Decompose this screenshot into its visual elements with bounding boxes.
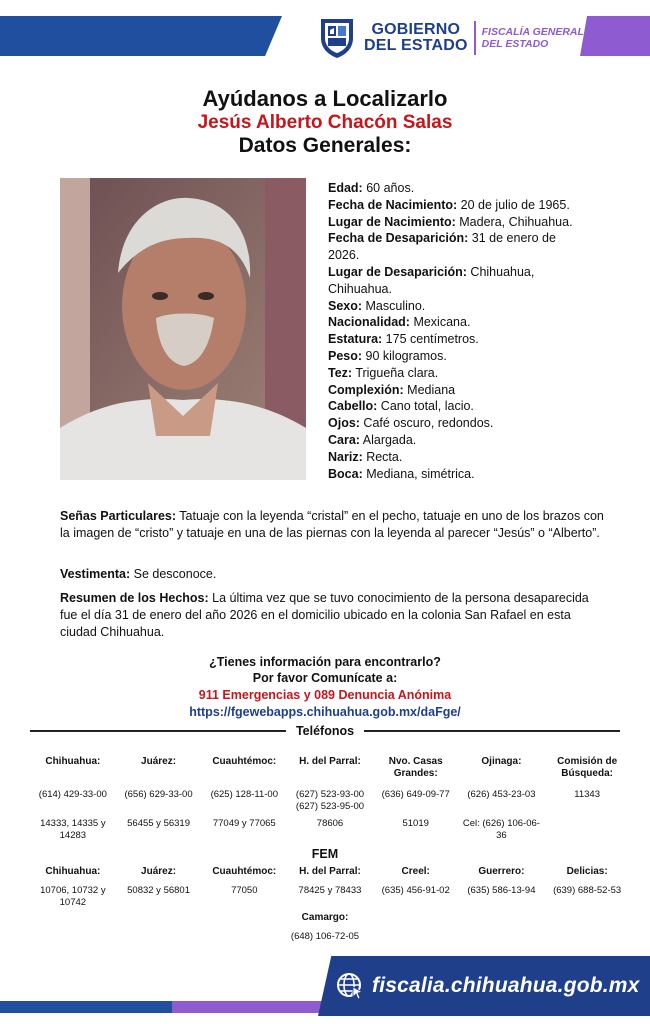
fem-number: 78425 y 78433 xyxy=(298,885,362,896)
detail-hair xyxy=(328,398,590,415)
detail-nationality xyxy=(328,314,590,331)
emergency-numbers: 911 Emergencias y 089 Denuncia Anónima xyxy=(198,688,452,702)
detail-label: Estatura: xyxy=(328,332,383,347)
detail-nose xyxy=(328,449,590,466)
detail-value: Chihuahua, Chihuahua. xyxy=(328,264,535,296)
phones-column-header: Ojinaga: xyxy=(481,756,522,767)
camargo-number: (648) 106-72-05 xyxy=(290,931,360,942)
detail-value: Mexicana. xyxy=(409,315,471,330)
section-subtitle: Datos Generales: xyxy=(238,134,412,157)
fem-number: (639) 688-52-53 xyxy=(553,885,622,896)
fem-columns xyxy=(30,866,630,878)
footer-website[interactable] xyxy=(336,972,640,1000)
phones-heading-label: Teléfonos xyxy=(295,724,355,738)
detail-value: Mediana, simétrica. xyxy=(362,466,475,481)
detail-label: Cara: xyxy=(328,432,360,447)
fem-column-header: Guerrero: xyxy=(478,866,525,877)
fem-number: (635) 456-91-02 xyxy=(381,885,450,896)
detail-label: Edad: xyxy=(328,181,363,195)
fem-row xyxy=(30,885,630,909)
phone-number: (625) 128-11-00 xyxy=(210,789,278,800)
detail-value: Recta. xyxy=(362,449,403,464)
gov-line-2: DEL ESTADO xyxy=(364,37,468,54)
fem-column-header: Creel: xyxy=(401,866,430,877)
clothing-text: Se desconoce. xyxy=(130,567,217,581)
divider-line xyxy=(364,730,620,732)
detail-value: Mediana xyxy=(403,382,456,397)
detail-label: Tez: xyxy=(328,365,353,380)
detail-value: 175 centímetros. xyxy=(382,332,479,347)
detail-build xyxy=(328,382,590,399)
detail-label: Fecha de Nacimiento: xyxy=(328,197,458,212)
detail-label: Peso: xyxy=(328,348,363,363)
detail-label: Boca: xyxy=(328,466,363,481)
phones-heading xyxy=(30,724,620,738)
phones-columns xyxy=(30,756,630,780)
detail-weight xyxy=(328,348,590,365)
fem-column-header: Juárez: xyxy=(141,866,177,877)
phones-column-header: Chihuahua: xyxy=(45,756,101,767)
phone-number: (656) 629-33-00 xyxy=(124,789,193,800)
fem-column-header: Cuauhtémoc: xyxy=(212,866,277,877)
report-link[interactable]: https://fgewebapps.chihuahua.gob.mx/daFge/ xyxy=(189,705,461,719)
detail-value: Masculino. xyxy=(362,298,426,313)
detail-value: Madera, Chihuahua. xyxy=(455,214,573,229)
phones-column-header: H. del Parral: xyxy=(299,756,361,767)
fem-number: (635) 586-13-94 xyxy=(467,885,536,896)
phones-row xyxy=(30,818,630,842)
marks-label: Señas Particulares: xyxy=(60,509,177,523)
detail-face xyxy=(328,432,590,449)
page-title: Ayúdanos a Localizarlo xyxy=(202,86,448,111)
detail-label: Fecha de Desaparición: xyxy=(328,231,469,246)
phone-number: 11343 xyxy=(574,789,600,800)
marks-text: Tatuaje con la leyenda “cristal” en el pecho, tatuaje en uno de los brazos con la imagen de “cristo” y tatuaje en una de las piernas con la leyenda al parecer “Jesús” o “Alberto”. xyxy=(60,509,604,540)
detail-label: Ojos: xyxy=(328,416,360,431)
detail-label: Complexión: xyxy=(328,382,404,397)
government-logo xyxy=(318,18,584,58)
detail-label: Nariz: xyxy=(328,449,363,464)
globe-cursor-icon xyxy=(336,972,364,1000)
detail-complexion-tone xyxy=(328,365,590,382)
phone-extension: 77049 y 77065 xyxy=(212,818,276,829)
government-wordmark xyxy=(364,22,468,54)
phone-number: (636) 649-09-77 xyxy=(381,789,450,800)
person-photo xyxy=(60,178,306,480)
general-data-list xyxy=(328,180,590,482)
detail-eyes xyxy=(328,415,590,432)
detail-label: Cabello: xyxy=(328,399,378,414)
detail-value: Café oscuro, redondos. xyxy=(359,416,494,431)
footer-blue-stripe xyxy=(0,1001,172,1013)
detail-value: Trigueña clara. xyxy=(352,365,439,380)
clothing xyxy=(60,566,608,583)
detail-value: 60 años. xyxy=(362,181,415,195)
logo-divider xyxy=(474,21,476,55)
phone-extension: 51019 xyxy=(402,818,429,829)
detail-label: Lugar de Nacimiento: xyxy=(328,214,456,229)
fem-column-header: Delicias: xyxy=(566,866,608,877)
fem-number: 10706, 10732 y 10742 xyxy=(40,885,106,908)
phone-number: (614) 429-33-00 xyxy=(38,789,107,800)
phones-column-header: Juárez: xyxy=(141,756,177,767)
detail-value: Cano total, lacio. xyxy=(377,399,474,414)
detail-birth-place xyxy=(328,214,590,231)
detail-value: 90 kilogramos. xyxy=(362,348,447,363)
state-shield-icon xyxy=(318,16,356,60)
clothing-label: Vestimenta: xyxy=(60,567,131,581)
detail-value: Alargada. xyxy=(359,432,417,447)
info-question: ¿Tienes información para encontrarlo? xyxy=(209,655,441,669)
fem-number: 77050 xyxy=(231,885,258,896)
fem-column-header: Chihuahua: xyxy=(45,866,101,877)
fem-column-header: H. del Parral: xyxy=(299,866,361,877)
phone-extension: 78606 xyxy=(316,818,344,829)
phones-column-header: Comisión de Búsqueda: xyxy=(557,756,618,779)
agency-line-1: FISCALÍA GENERAL xyxy=(481,26,584,38)
header-purple-stripe xyxy=(580,16,650,56)
detail-label: Lugar de Desaparición: xyxy=(328,264,467,279)
detail-age xyxy=(328,180,590,197)
detail-sex xyxy=(328,298,590,315)
website-url: fiscalia.chihuahua.gob.mx xyxy=(372,974,640,997)
fem-number: 50832 y 56801 xyxy=(127,885,190,896)
detail-birth-date xyxy=(328,197,590,214)
agency-wordmark xyxy=(482,26,584,50)
detail-height xyxy=(328,331,590,348)
detail-value: 20 de julio de 1965. xyxy=(457,197,570,212)
person-name: Jesús Alberto Chacón Salas xyxy=(197,112,453,133)
phone-number: (626) 453-23-03 xyxy=(467,789,536,800)
footer-purple-stripe xyxy=(172,1001,330,1013)
detail-label: Nacionalidad: xyxy=(328,315,410,330)
phone-extension xyxy=(544,818,630,842)
phones-column-header: Nvo. Casas Grandes: xyxy=(388,756,443,779)
phone-extension: 14333, 14335 y 14283 xyxy=(40,818,106,841)
agency-line-2: DEL ESTADO xyxy=(481,38,549,50)
detail-label: Sexo: xyxy=(328,298,363,313)
phone-extension: 56455 y 56319 xyxy=(127,818,190,829)
phones-row xyxy=(30,789,630,813)
divider-line xyxy=(30,730,286,732)
info-prompt: Por favor Comunícate a: xyxy=(252,671,398,685)
phones-column-header: Cuauhtémoc: xyxy=(212,756,277,767)
distinguishing-marks xyxy=(60,508,608,542)
phone-number: (627) 523-93-00 (627) 523-95-00 xyxy=(295,789,365,812)
phone-extension: Cel: (626) 106-06-36 xyxy=(462,818,540,841)
facts-summary xyxy=(60,590,608,640)
detail-disappearance-date xyxy=(328,230,590,264)
detail-value: 31 de enero de 2026. xyxy=(328,231,556,263)
camargo-label: Camargo: xyxy=(301,912,349,923)
gov-line-1: GOBIERNO xyxy=(371,21,461,38)
summary-text: La última vez que se tuvo conocimiento de la persona desaparecida fue el día 31 de enero del año 2026 en el domicilio ubicado en la colonia San Rafael en esta ciudad Chihuahua. xyxy=(60,591,589,639)
summary-label: Resumen de los Hechos: xyxy=(60,591,209,605)
detail-disappearance-place xyxy=(328,264,590,298)
fem-heading: FEM xyxy=(311,847,339,861)
header-blue-stripe xyxy=(0,16,282,56)
detail-mouth xyxy=(328,466,590,483)
